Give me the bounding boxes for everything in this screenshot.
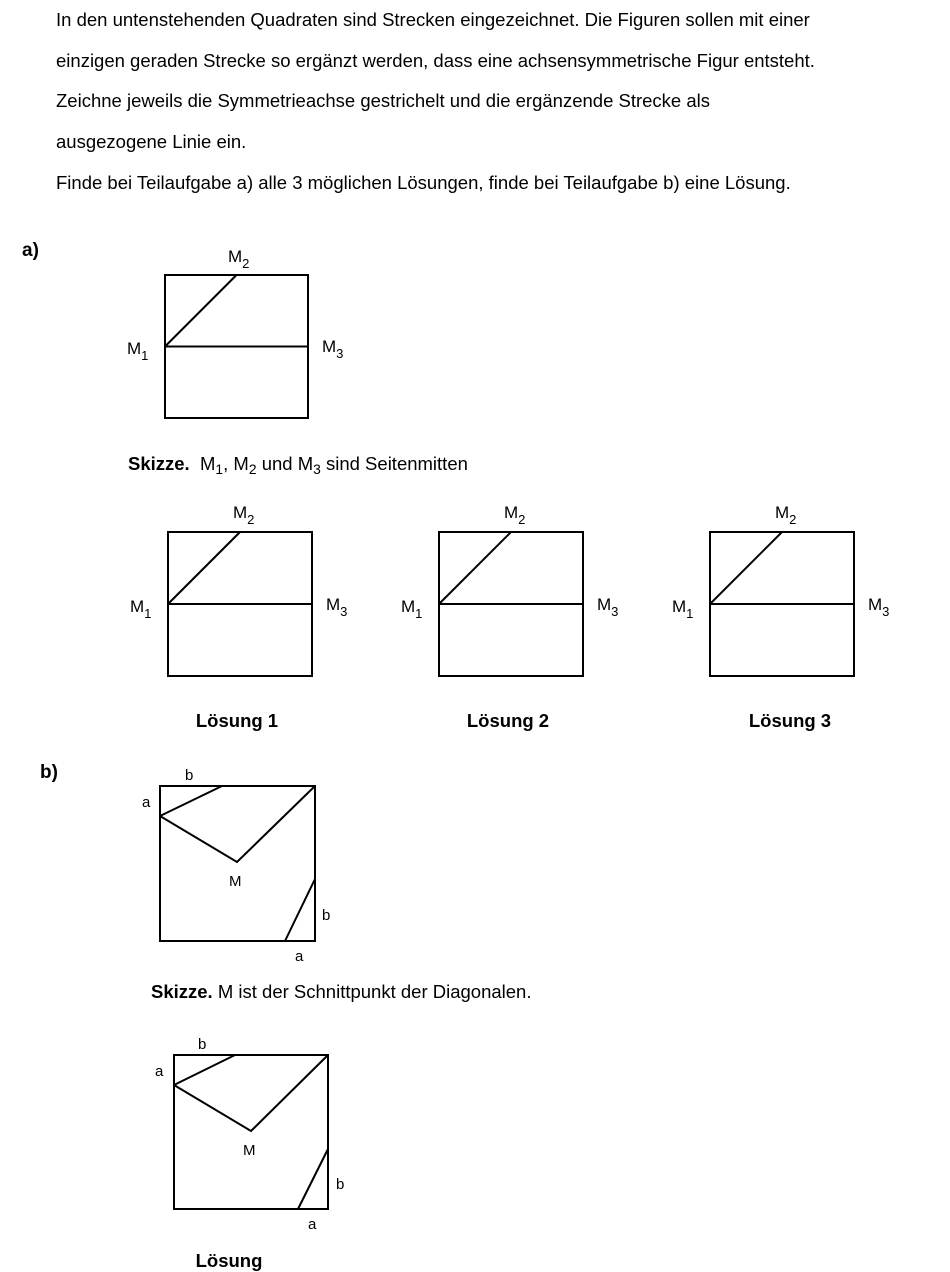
square-a-sketch	[127, 247, 343, 418]
solution-label-b: Lösung	[195, 1250, 263, 1271]
part-a-label: a)	[22, 240, 39, 261]
polyline-through-m	[174, 1055, 328, 1131]
solution-label-2: Lösung 2	[466, 710, 550, 731]
label-b-top: b	[185, 767, 194, 784]
label-m: M	[229, 873, 242, 890]
instruction-line: In den untenstehenden Quadraten sind Strecken eingezeichnet. Die Figuren sollen mit einer	[56, 9, 810, 30]
label-b-right: b	[322, 907, 331, 924]
label-a-bottom: a	[308, 1216, 317, 1233]
solution-label-3: Lösung 3	[748, 710, 832, 731]
caption-bold: Skizze.	[128, 453, 190, 474]
label-m3: $M_3$	[326, 595, 348, 619]
label-m3: $M_3$	[597, 595, 619, 619]
segment-ab-top	[160, 786, 222, 816]
part-b-label: b)	[40, 762, 58, 783]
square-b-solution	[155, 1036, 344, 1233]
square-a-solution-2	[401, 503, 618, 676]
label-a-left: a	[155, 1063, 164, 1080]
diagonal-segment	[165, 275, 237, 347]
instruction-line: Finde bei Teilaufgabe a) alle 3 möglichen Lösungen, finde bei Teilaufgabe b) eine Lösung.	[56, 171, 791, 193]
instruction-line: Zeichne jeweils die Symmetrieachse gestrichelt und die ergänzende Strecke als	[56, 90, 711, 112]
label-m: M	[243, 1142, 256, 1159]
instruction-line: einzigen geraden Strecke so ergänzt werden, dass eine achsensymmetrische Figur entsteht.	[56, 49, 815, 71]
square-b-sketch	[142, 767, 330, 965]
diagonal-segment	[710, 532, 782, 604]
label-m2: $M_2$	[228, 247, 250, 271]
segment-ab-top	[174, 1055, 235, 1085]
square-a-solution-3	[672, 503, 889, 676]
diagonal-segment	[168, 532, 240, 604]
caption-text: M ist der Schnittpunkt der Diagonalen.	[217, 981, 532, 1002]
label-m1: $M_1$	[401, 597, 423, 621]
diagonal-segment	[439, 532, 511, 604]
label-m1: $M_1$	[127, 339, 149, 363]
polyline-through-m	[160, 786, 315, 862]
label-m3: $M_3$	[868, 595, 890, 619]
label-m3: $M_3$	[322, 337, 344, 361]
label-m2: $M_2$	[504, 503, 526, 527]
label-m2: $M_2$	[775, 503, 797, 527]
label-b-right: b	[336, 1176, 345, 1193]
part-a-caption	[128, 453, 468, 478]
label-a-bottom: a	[295, 948, 304, 965]
caption-text: $M_1$, $M_2$ und $M_3$ sind Seitenmitten	[199, 453, 468, 478]
segment-ab-corner	[298, 1149, 328, 1209]
caption-bold: Skizze.	[151, 981, 213, 1002]
instruction-line: ausgezogene Linie ein.	[56, 131, 247, 153]
part-b-caption	[151, 981, 532, 1003]
solution-label-1: Lösung 1	[195, 710, 279, 731]
label-m1: $M_1$	[130, 597, 152, 621]
square-a-solution-1	[130, 503, 347, 676]
segment-ab-corner	[285, 879, 315, 941]
label-m2: $M_2$	[233, 503, 255, 527]
label-m1: $M_1$	[672, 597, 694, 621]
label-a-left: a	[142, 794, 151, 811]
label-b-top: b	[198, 1036, 207, 1053]
